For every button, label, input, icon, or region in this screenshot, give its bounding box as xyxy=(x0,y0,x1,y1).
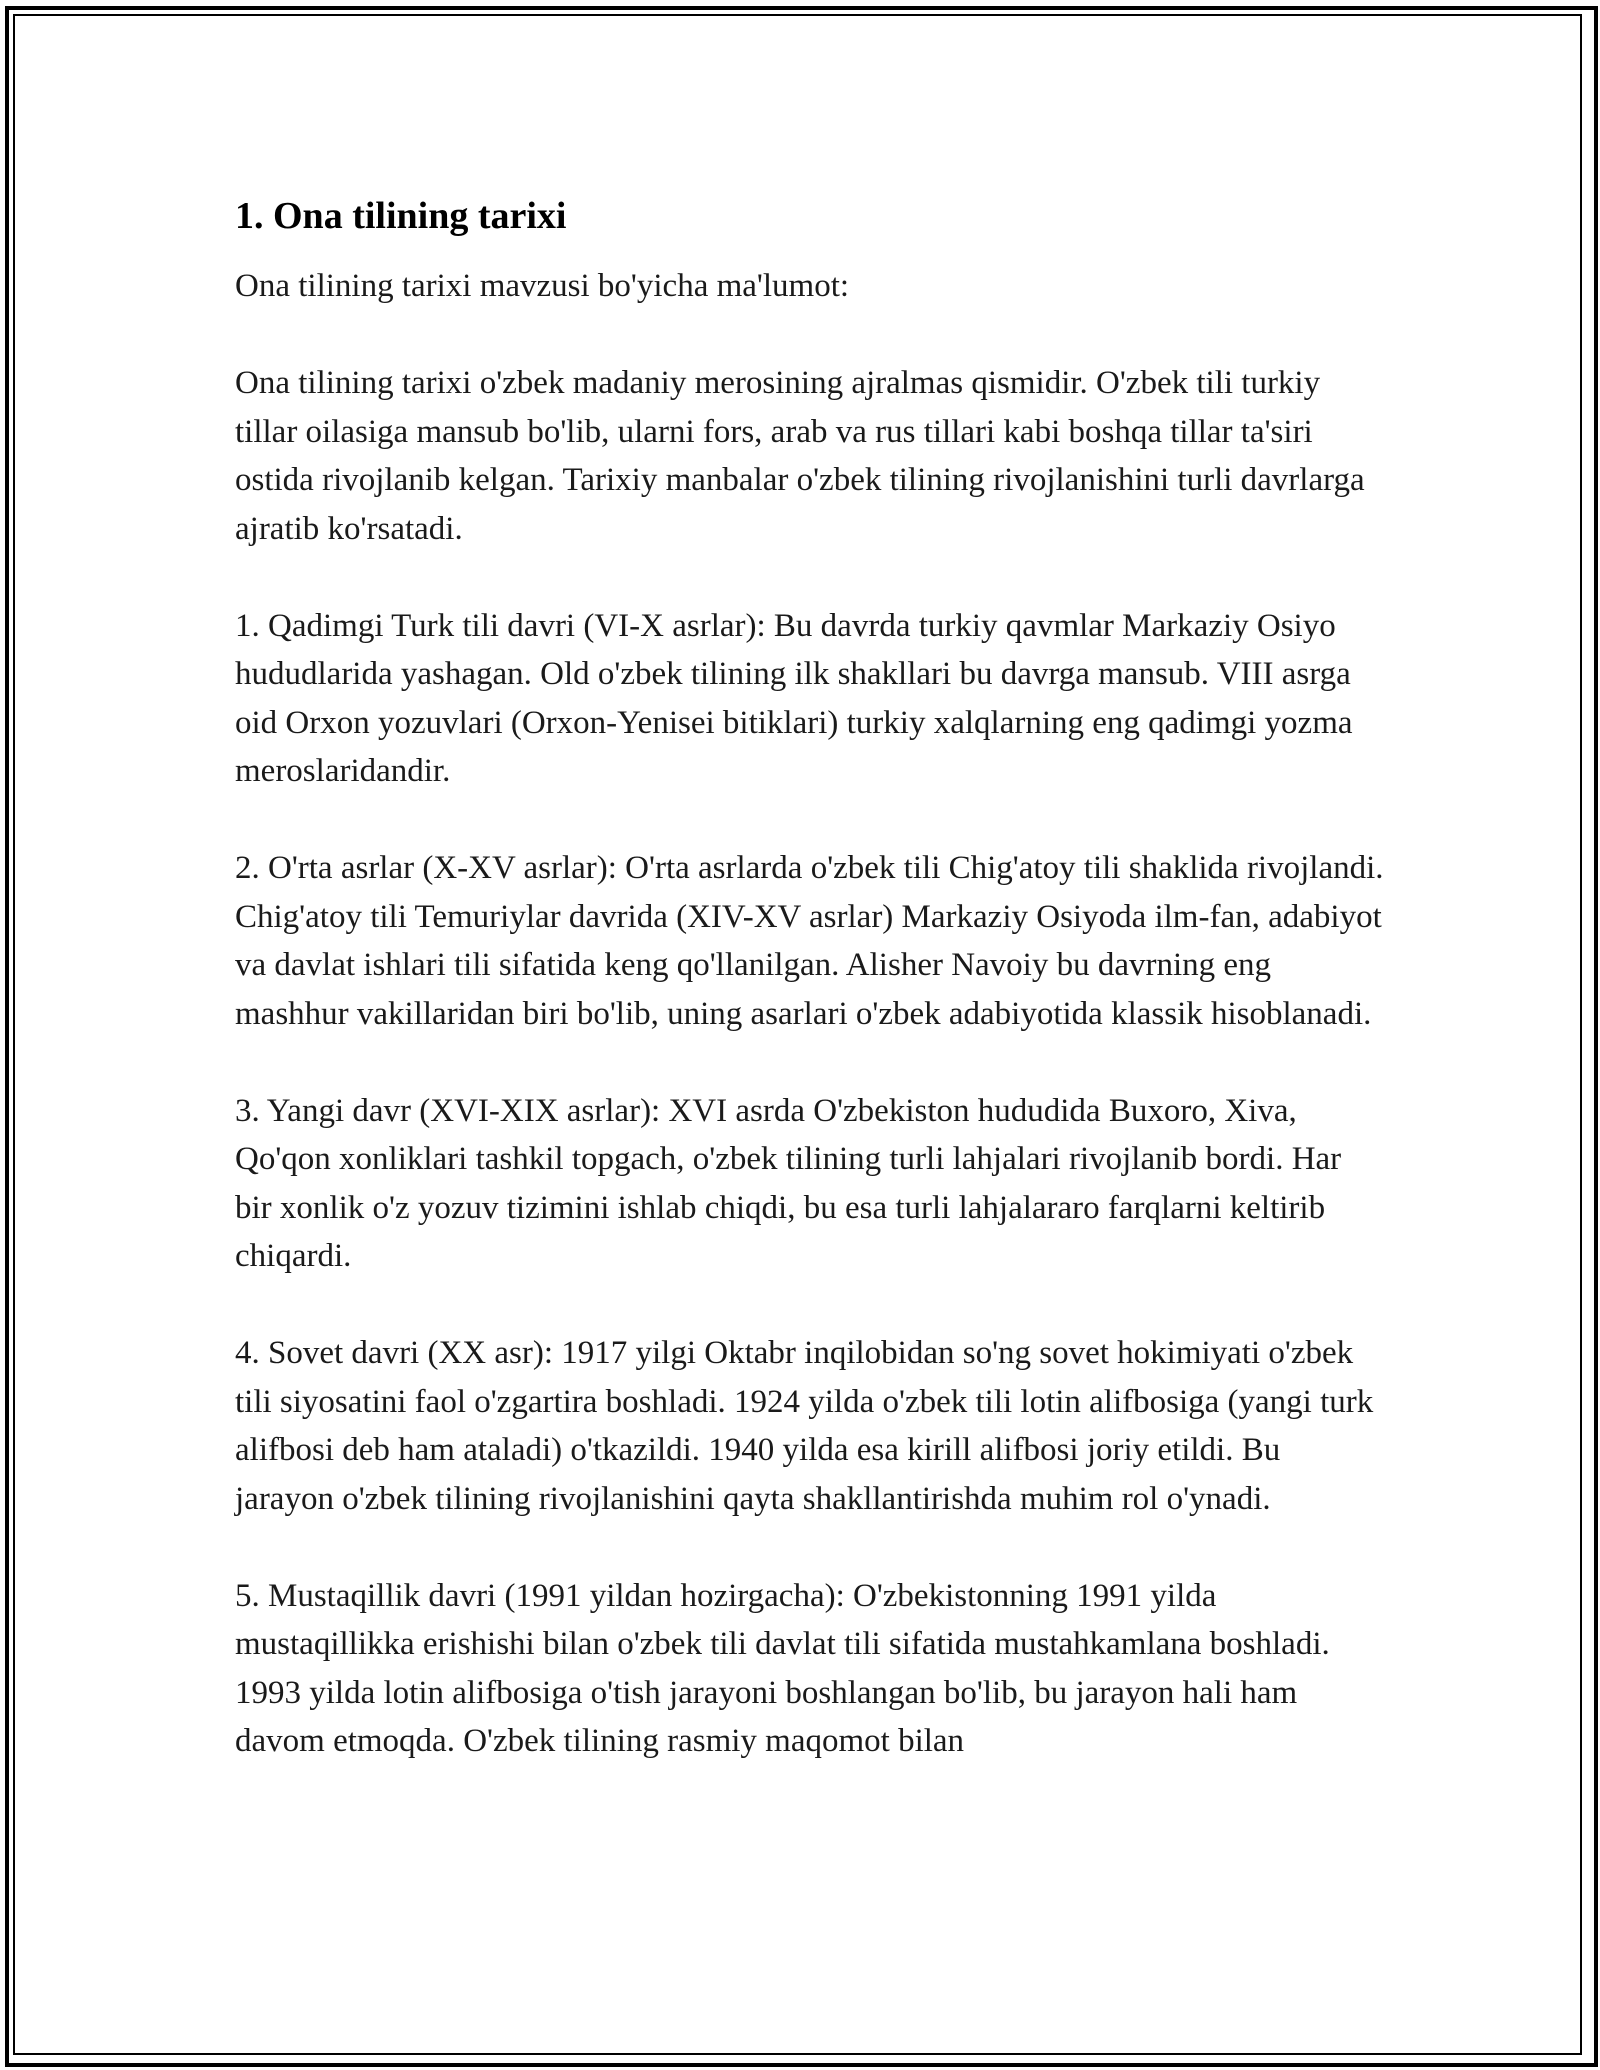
paragraph-overview: Ona tilining tarixi o'zbek madaniy merosining ajralmas qismidir. O'zbek tili turkiy tillar oilasiga mansub bo'lib, ularni fors, arab va rus tillari kabi boshqa tillar ta'siri ostida rivojlanib kelgan. Tarixiy manbalar o'zbek tilining rivojlanishini turli davrlarga ajratib ko'rsatadi. xyxy=(235,365,1365,547)
document-body xyxy=(235,188,1385,1766)
intro-line: Ona tilining tarixi mavzusi bo'yicha ma'lumot: xyxy=(235,268,850,304)
section-heading: 1. Ona tilining tarixi xyxy=(235,195,567,237)
paragraph-middle-ages: 2. O'rta asrlar (X-XV asrlar): O'rta asrlarda o'zbek tili Chig'atoy tili shaklida rivojlandi. Chig'atoy tili Temuriylar davrida (XIV-XV asrlar) Markaziy Osiyoda ilm-fan, adabiyot va davlat ishlari tili sifatida keng qo'llanilgan. Alisher Navoiy bu davrning eng mashhur vakillaridan biri bo'lib, uning asarlari o'zbek adabiyotida klassik hisoblanadi. xyxy=(235,850,1384,1032)
paragraph-new-era: 3. Yangi davr (XVI-XIX asrlar): XVI asrda O'zbekiston hududida Buxoro, Xiva, Qo'qon xonliklari tashkil topgach, o'zbek tilining turli lahjalari rivojlanib bordi. Har bir xonlik o'z yozuv tizimini ishlab chiqdi, bu esa turli lahjalararo farqlarni keltirib chiqardi. xyxy=(235,1092,1342,1274)
paragraph-independence-era: 5. Mustaqillik davri (1991 yildan hozirgacha): O'zbekistonning 1991 yilda mustaqillikka erishishi bilan o'zbek tili davlat tili sifatida mustahkamlana boshladi. 1993 yilda lotin alifbosiga o'tish jarayoni boshlangan bo'lib, bu jarayon hali ham davom etmoqda. O'zbek tilining rasmiy maqomot bilan xyxy=(235,1577,1330,1759)
paragraph-soviet-era: 4. Sovet davri (XX asr): 1917 yilgi Oktabr inqilobidan so'ng sovet hokimiyati o'zbek tili siyosatini faol o'zgartira boshladi. 1924 yilda o'zbek tili lotin alifbosiga (yangi turk alifbosi deb ham ataladi) o'tkazildi. 1940 yilda esa kirill alifbosi joriy etildi. Bu jarayon o'zbek tilining rivojlanishini qayta shakllantirishda muhim rol o'ynadi. xyxy=(235,1335,1374,1517)
paragraph-ancient-turkic: 1. Qadimgi Turk tili davri (VI-X asrlar): Bu davrda turkiy qavmlar Markaziy Osiyo hududlarida yashagan. Old o'zbek tilining ilk shakllari bu davrga mansub. VIII asrga oid Orxon yozuvlari (Orxon-Yenisei bitiklari) turkiy xalqlarning eng qadimgi yozma meroslaridandir. xyxy=(235,607,1353,789)
